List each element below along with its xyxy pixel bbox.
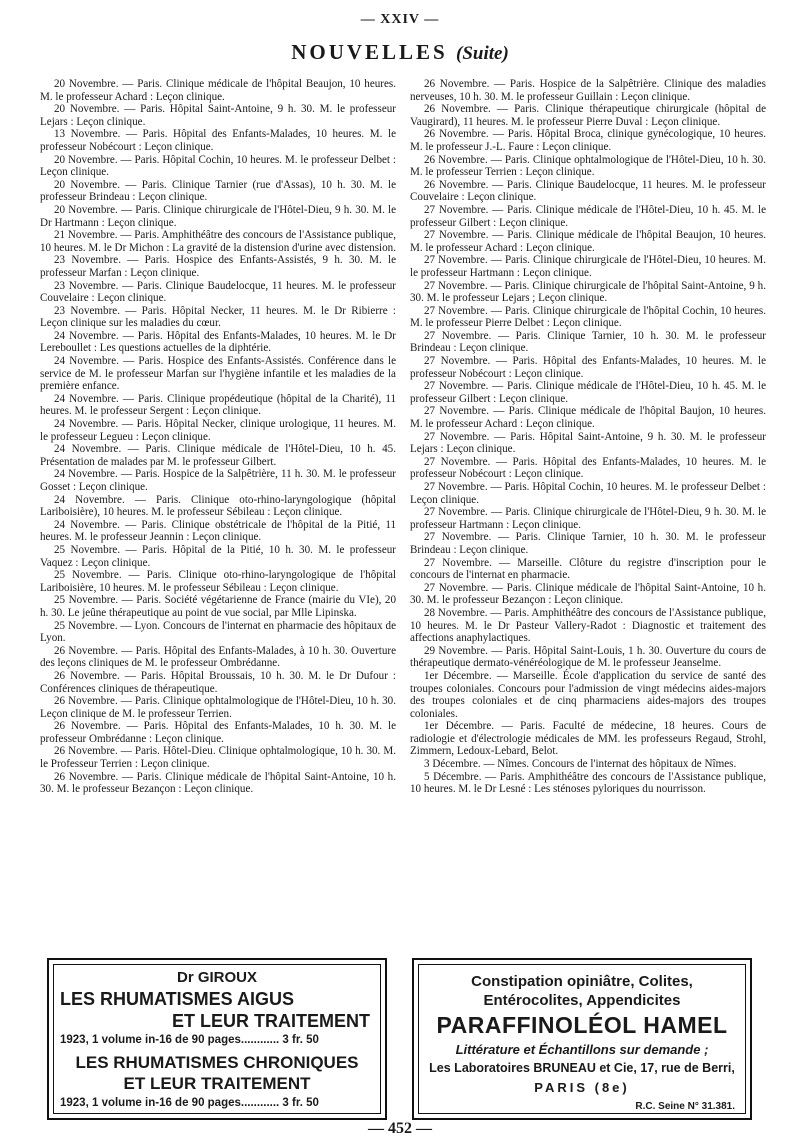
news-entry: 27 Novembre. — Paris. Clinique médicale de l'Hôtel-Dieu, 10 h. 45. M. le professeur Gilbert : Leçon clinique. xyxy=(410,203,766,229)
news-entry: 27 Novembre. — Paris. Clinique médicale de l'hôpital Saint-Antoine, 10 h. 30. M. le professeur Bezançon : Leçon clinique. xyxy=(410,581,766,607)
news-entry: 13 Novembre. — Paris. Hôpital des Enfants-Malades, 10 heures. M. le professeur Nobécourt : Leçon clinique. xyxy=(40,128,396,153)
news-entry: 24 Novembre. — Paris. Clinique médicale de l'Hôtel-Dieu, 10 h. 45. Présentation de malades par M. le professeur Gilbert. xyxy=(40,443,396,468)
news-entry: 25 Novembre. — Paris. Société végétarienne de France (mairie du VIe), 20 h. 30. Le jeûne thérapeutique au point de vue social, par Mlle Lipinska. xyxy=(40,594,396,619)
news-entry: 26 Novembre. — Paris. Clinique ophtalmologique de l'Hôtel-Dieu, 10 h. 30. M. le professeur Terrien : Leçon clinique. xyxy=(410,153,766,179)
news-entry: 27 Novembre. — Marseille. Clôture du registre d'inscription pour le concours de l'internat en pharmacie. xyxy=(410,556,766,582)
news-entry: 20 Novembre. — Paris. Clinique Tarnier (rue d'Assas), 10 h. 30. M. le professeur Brindeau : Leçon clinique. xyxy=(40,178,396,204)
news-entry: 23 Novembre. — Paris. Clinique Baudelocque, 11 heures. M. le professeur Couvelaire : Leçon clinique. xyxy=(40,279,396,305)
news-entry: 26 Novembre. — Paris. Clinique Baudelocque, 11 heures. M. le professeur Couvelaire : Leçon clinique. xyxy=(410,178,766,204)
news-entry: 24 Novembre. — Paris. Hôpital Necker, clinique urologique, 11 heures. M. le professeur Legueu : Leçon clinique. xyxy=(40,418,396,443)
news-entry: 27 Novembre. — Paris. Hôpital Saint-Antoine, 9 h. 30. M. le professeur Lejars : Leçon clinique. xyxy=(410,430,766,456)
news-entry: 24 Novembre. — Paris. Clinique obstétricale de l'hôpital de la Pitié, 11 heures. M. le professeur Jeannin : Leçon clinique. xyxy=(40,518,396,544)
section-numeral: — XXIV — xyxy=(360,12,440,27)
news-entry: 26 Novembre. — Paris. Hôtel-Dieu. Clinique ophtalmologique, 10 h. 30. M. le Professeur Terrien : Leçon clinique. xyxy=(40,745,396,771)
ad-book2-detail: 1923, 1 volume in-16 de 90 pages............ 3 fr. 50 xyxy=(60,1097,319,1109)
page-number: — 452 — xyxy=(368,1120,432,1137)
news-entry: 27 Novembre. — Paris. Clinique médicale de l'Hôtel-Dieu, 10 h. 45. M. le professeur Gilbert : Leçon clinique. xyxy=(410,380,766,405)
ad-author: Dr GIROUX xyxy=(176,969,257,986)
news-entry: 25 Novembre. — Paris. Hôpital de la Pitié, 10 h. 30. M. le professeur Vaquez : Leçon clinique. xyxy=(40,543,396,569)
news-entry: 26 Novembre. — Paris. Hospice de la Salpêtrière. Clinique des maladies nerveuses, 10 h. 30. M. le professeur Guillain : Leçon clinique. xyxy=(410,78,766,103)
news-entry: 21 Novembre. — Paris. Amphithéâtre des concours de l'Assistance publique, 10 heures. M. le Dr Michon : La gravité de la distension d'urine avec distension. xyxy=(40,229,396,254)
news-entry: 27 Novembre. — Paris. Clinique Tarnier, 10 h. 30. M. le professeur Brindeau : Leçon clinique. xyxy=(410,329,766,355)
page-title xyxy=(0,40,800,65)
ad-inner-frame xyxy=(53,964,381,1114)
news-entry: 26 Novembre. — Paris. Clinique ophtalmologique de l'Hôtel-Dieu, 10 h. 30. Leçon clinique de M. le professeur Terrien. xyxy=(40,695,396,720)
left-news-column xyxy=(40,78,396,796)
paraffinoleol-ad xyxy=(412,958,752,1120)
giroux-book-ad xyxy=(47,958,387,1120)
news-entry: 25 Novembre. — Lyon. Concours de l'internat en pharmacie des hôpitaux de Lyon. xyxy=(40,619,396,645)
news-entry: 27 Novembre. — Paris. Clinique chirurgicale de l'Hôtel-Dieu, 9 h. 30. M. le professeur Hartmann : Leçon clinique. xyxy=(410,506,766,531)
news-entry: 26 Novembre. — Paris. Hôpital Broussais, 10 h. 30. M. le Dr Dufour : Conférences cliniques de thérapeutique. xyxy=(40,669,396,695)
news-entry: 20 Novembre. — Paris. Hôpital Saint-Antoine, 9 h. 30. M. le professeur Lejars : Leçon clinique. xyxy=(40,103,396,128)
title-suffix: (Suite) xyxy=(456,43,509,64)
news-entry: 5 Décembre. — Paris. Amphithéâtre des concours de l'Assistance publique, 10 heures. M. le Dr Lesné : Les sténoses pyloriques du nourrisson. xyxy=(410,770,766,796)
news-entry: 27 Novembre. — Paris. Clinique chirurgicale de l'hôpital Cochin, 10 heures. M. le professeur Pierre Delbet : Leçon clinique. xyxy=(410,304,766,330)
news-entry: 27 Novembre. — Paris. Clinique chirurgicale de l'Hôtel-Dieu, 10 heures. M. le professeur Hartmann : Leçon clinique. xyxy=(410,254,766,279)
news-entry: 1er Décembre. — Marseille. École d'application du service de santé des troupes coloniales. Concours pour l'admission de vingt médecins aides-majors des troupes coloniales et de cinq pharmaciens aides-majors des troupes coloniales. xyxy=(410,669,766,720)
news-entry: 26 Novembre. — Paris. Clinique thérapeutique chirurgicale (hôpital de Vaugirard), 11 heures. M. le professeur Pierre Duval : Leçon clinique. xyxy=(410,103,766,128)
ad-indications-line2: Entérocolites, Appendicites xyxy=(483,992,681,1009)
news-entry: 20 Novembre. — Paris. Clinique médicale de l'hôpital Beaujon, 10 heures. M. le professeur Achard : Leçon clinique. xyxy=(40,78,396,103)
news-entry: 29 Novembre. — Paris. Hôpital Saint-Louis, 1 h. 30. Ouverture du cours de thérapeutique dermato-vénéréologique de M. le professeur Jeanselme. xyxy=(410,644,766,670)
title-text: NOUVELLES xyxy=(291,40,448,64)
ad-book1-detail: 1923, 1 volume in-16 de 90 pages............ 3 fr. 50 xyxy=(60,1034,319,1046)
ad-book1-title-line2: ET LEUR TRAITEMENT xyxy=(172,1011,370,1031)
news-entry: 27 Novembre. — Paris. Hôpital des Enfants-Malades, 10 heures. M. le professeur Nobécourt : Leçon clinique. xyxy=(410,355,766,380)
news-entry: 20 Novembre. — Paris. Clinique chirurgicale de l'Hôtel-Dieu, 9 h. 30. M. le Dr Hartmann : Leçon clinique. xyxy=(40,203,396,229)
news-entry: 24 Novembre. — Paris. Hôpital des Enfants-Malades, 10 heures. M. le Dr Lereboullet : Les questions actuelles de la diphtérie. xyxy=(40,329,396,355)
ad-book2-title-line1: LES RHUMATISMES CHRONIQUES xyxy=(75,1053,359,1072)
ad-city: PARIS (8e) xyxy=(534,1080,630,1095)
ad-laboratory: Les Laboratoires BRUNEAU et Cie, 17, rue de Berri, xyxy=(429,1061,735,1075)
news-entry: 26 Novembre. — Paris. Hôpital des Enfants-Malades, à 10 h. 30. Ouverture des leçons cliniques de M. le professeur Ombrédanne. xyxy=(40,644,396,670)
ad-book1-title-line1: LES RHUMATISMES AIGUS xyxy=(60,989,295,1009)
news-entry: 26 Novembre. — Paris. Hôpital Broca, clinique gynécologique, 10 heures. M. le professeur J.-L. Faure : Leçon clinique. xyxy=(410,128,766,153)
ad-registration: R.C. Seine N° 31.381. xyxy=(635,1101,735,1112)
news-entry: 26 Novembre. — Paris. Hôpital des Enfants-Malades, 10 h. 30. M. le professeur Ombrédanne : Leçon clinique. xyxy=(40,720,396,745)
news-entry: 1er Décembre. — Paris. Faculté de médecine, 18 heures. Cours de radiologie et d'électrologie médicales de MM. les professeurs Regaud, Strohl, Zimmern, Ledoux-Lebard, Belot. xyxy=(410,720,766,758)
news-entry: 24 Novembre. — Paris. Clinique oto-rhino-laryngologique (hôpital Lariboisière), 10 heures. M. le professeur Sébileau : Leçon clinique. xyxy=(40,493,396,519)
ad-book2-title-line2: ET LEUR TRAITEMENT xyxy=(123,1074,311,1093)
news-entry: 24 Novembre. — Paris. Clinique propédeutique (hôpital de la Charité), 11 heures. M. le professeur Sergent : Leçon clinique. xyxy=(40,392,396,418)
news-entry: 27 Novembre. — Paris. Clinique médicale de l'hôpital Beaujon, 10 heures. M. le professeur Achard : Leçon clinique. xyxy=(410,229,766,254)
ad-product-name: PARAFFINOLÉOL HAMEL xyxy=(436,1012,728,1038)
news-entry: 24 Novembre. — Paris. Hospice des Enfants-Assistés. Conférence dans le service de M. le professeur Marfan sur l'hygiène infantile et les maladies de la première enfance. xyxy=(40,355,396,393)
news-entry: 23 Novembre. — Paris. Hôpital Necker, 11 heures. M. le Dr Ribierre : Leçon clinique sur les maladies du cœur. xyxy=(40,304,396,330)
news-entry: 27 Novembre. — Paris. Clinique chirurgicale de l'hôpital Saint-Antoine, 9 h. 30. M. le professeur Lejars ; Leçon clinique. xyxy=(410,279,766,305)
news-entry: 28 Novembre. — Paris. Amphithéâtre des concours de l'Assistance publique, 10 heures. M. le Dr Pasteur Vallery-Radot : Diagnostic et traitement des affections anaphylactiques. xyxy=(410,606,766,645)
news-entry: 27 Novembre. — Paris. Clinique Tarnier, 10 h. 30. M. le professeur Brindeau : Leçon clinique. xyxy=(410,531,766,556)
news-entry: 27 Novembre. — Paris. Hôpital des Enfants-Malades, 10 heures. M. le professeur Nobécourt : Leçon clinique. xyxy=(410,455,766,481)
news-entry: 20 Novembre. — Paris. Hôpital Cochin, 10 heures. M. le professeur Delbet : Leçon clinique. xyxy=(40,153,396,179)
news-entry: 27 Novembre. — Paris. Clinique médicale de l'hôpital Baujon, 10 heures. M. le professeur Achard : Leçon clinique. xyxy=(410,405,766,431)
ad-indications-line1: Constipation opiniâtre, Colites, xyxy=(471,973,693,990)
news-entry: 26 Novembre. — Paris. Clinique médicale de l'hôpital Saint-Antoine, 10 h. 30. M. le professeur Bezançon : Leçon clinique. xyxy=(40,770,396,796)
right-news-column xyxy=(410,78,766,796)
news-entry: 23 Novembre. — Paris. Hospice des Enfants-Assistés, 9 h. 30. M. le professeur Marfan : Leçon clinique. xyxy=(40,254,396,279)
news-entry: 3 Décembre. — Nîmes. Concours de l'internat des hôpitaux de Nîmes. xyxy=(424,758,737,771)
ad-tagline: Littérature et Échantillons sur demande ; xyxy=(455,1042,709,1057)
ad-inner-frame xyxy=(418,964,746,1114)
news-entry: 24 Novembre. — Paris. Hospice de la Salpêtrière, 11 h. 30. M. le professeur Gosset : Leçon clinique. xyxy=(40,468,396,493)
news-entry: 27 Novembre. — Paris. Hôpital Cochin, 10 heures. M. le professeur Delbet : Leçon clinique. xyxy=(410,481,766,506)
news-entry: 25 Novembre. — Paris. Clinique oto-rhino-laryngologique de l'hôpital Lariboisière, 10 heures. M. le professeur Sébileau : Leçon clinique. xyxy=(40,569,396,594)
